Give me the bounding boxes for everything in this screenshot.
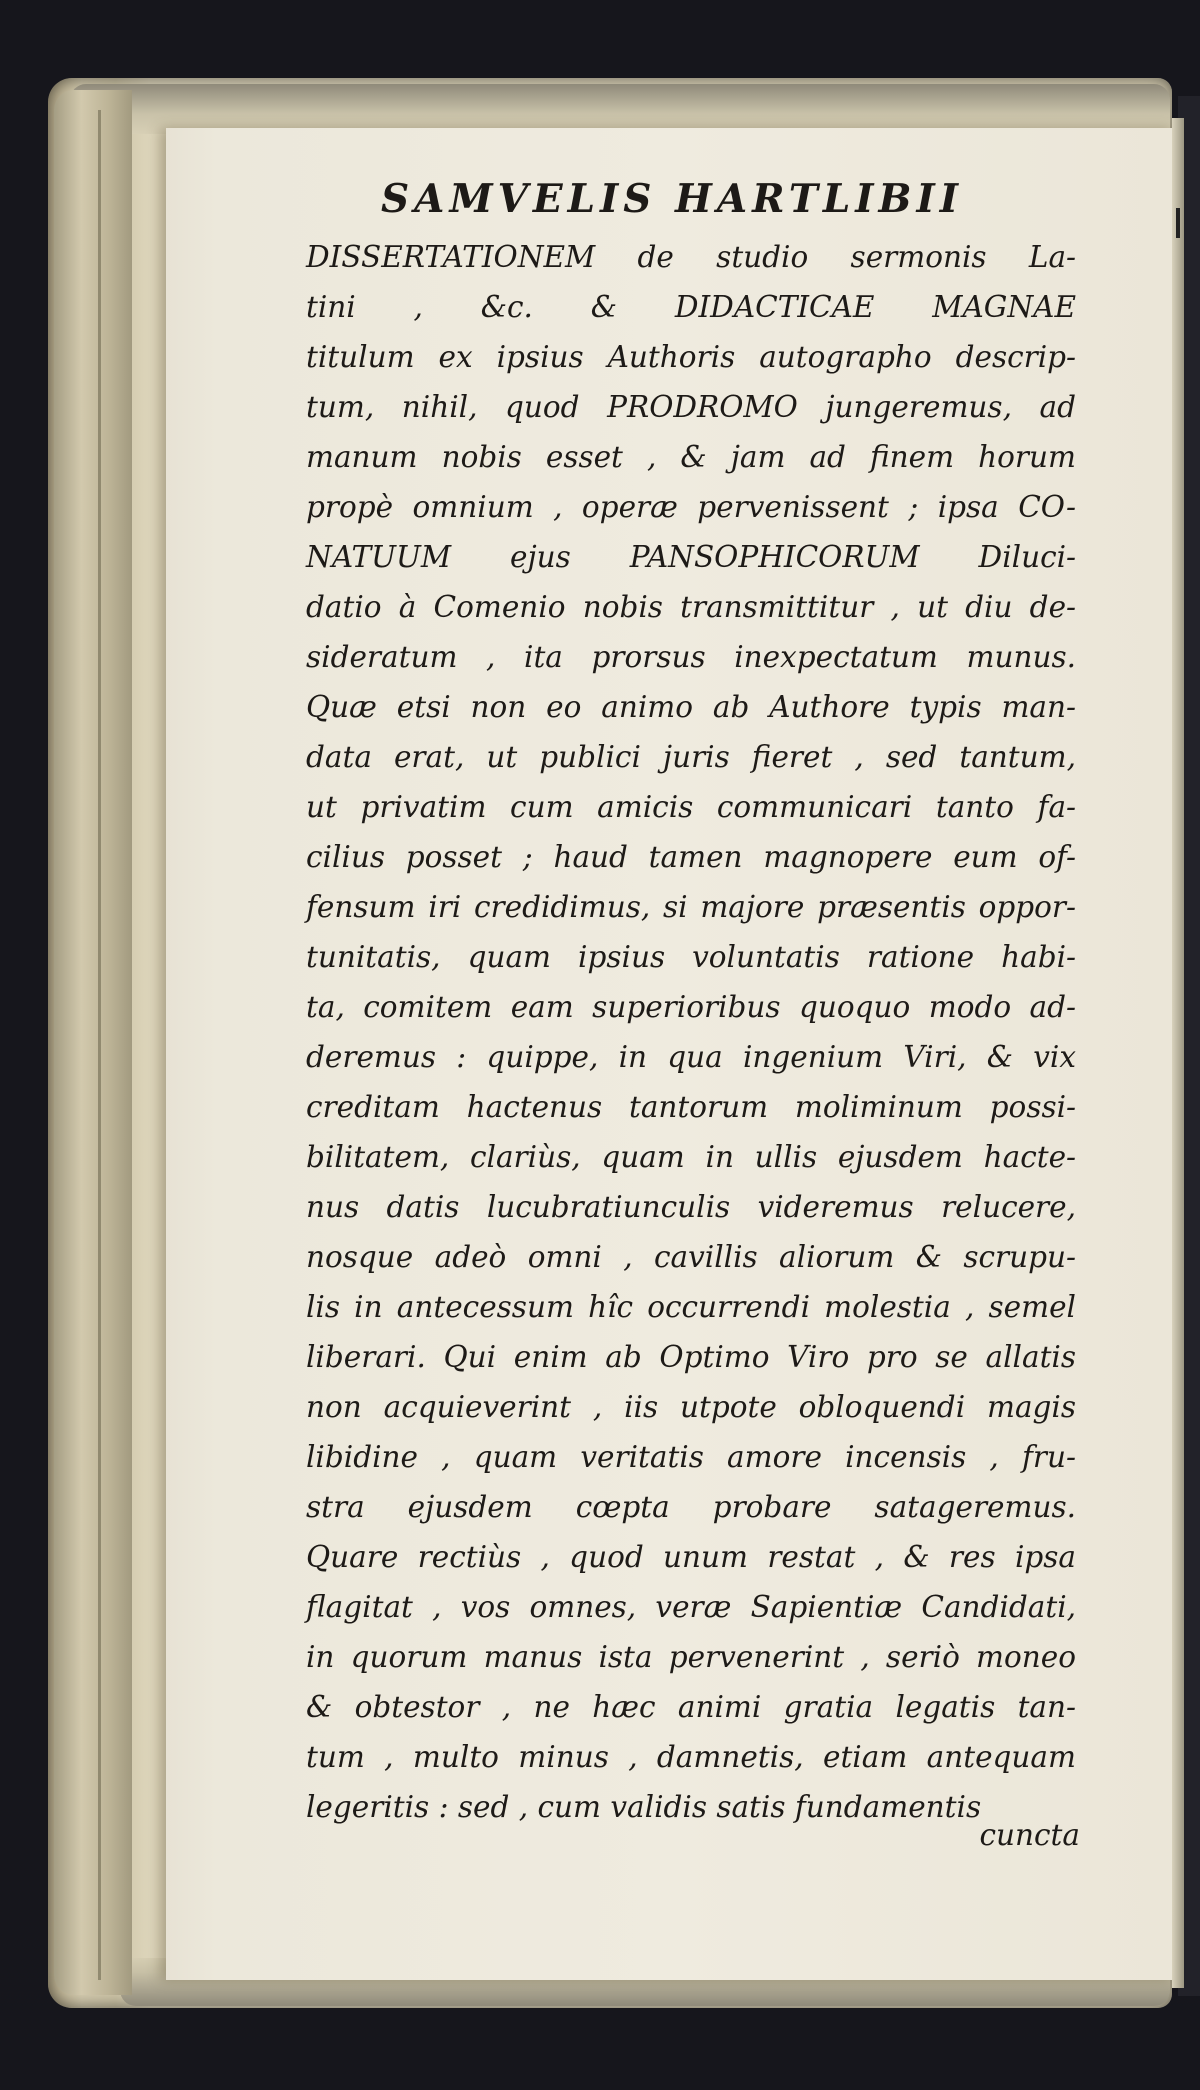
body-text <box>306 232 1076 1832</box>
text-line: nus datis lucubratiunculis videremus relucere, <box>306 1190 1076 1224</box>
text-line: in quorum manus ista pervenerint , seriò moneo <box>306 1640 1076 1674</box>
text-line: tini , &c. & DIDACTICAE MAGNAE <box>306 290 1076 324</box>
text-line: propè omnium , operæ pervenissent ; ipsa CO- <box>306 490 1076 524</box>
text-line: non acquieverint , iis utpote obloquendi magis <box>306 1390 1076 1424</box>
catchword: cuncta <box>979 1818 1080 1852</box>
text-line: & obtestor , ne hæc animi gratia legatis tan- <box>306 1690 1076 1724</box>
text-line: stra ejusdem cœpta probare satageremus. <box>306 1490 1076 1524</box>
running-head: SAMVELIS HARTLIBII <box>381 176 963 222</box>
text-line: legeritis : sed , cum validis satis fundamentis <box>306 1790 982 1824</box>
binding-top-edge <box>70 84 1170 134</box>
spine-crease <box>98 110 101 1980</box>
text-line: deremus : quippe, in qua ingenium Viri, & vix <box>306 1040 1076 1074</box>
text-line: titulum ex ipsius Authoris autographo descrip- <box>306 340 1076 374</box>
text-line: tum, nihil, quod PRODROMO jungeremus, ad <box>306 390 1076 424</box>
text-line: Quæ etsi non eo animo ab Authore typis man- <box>306 690 1076 724</box>
text-line: liberari. Qui enim ab Optimo Viro pro se allatis <box>306 1340 1076 1374</box>
text-line: datio à Comenio nobis transmittitur , ut diu de- <box>306 590 1076 624</box>
text-line: tum , multo minus , damnetis, etiam antequam <box>306 1740 1076 1774</box>
text-line: NATUUM ejus PANSOPHICORUM Diluci- <box>306 540 1076 574</box>
text-line: fensum iri credidimus, si majore præsentis oppor- <box>306 890 1076 924</box>
text-line: manum nobis esset , & jam ad finem horum <box>306 440 1076 474</box>
text-line: libidine , quam veritatis amore incensis , fru- <box>306 1440 1076 1474</box>
text-line: flagitat , vos omnes, veræ Sapientiæ Candidati, <box>306 1590 1076 1624</box>
text-line: tunitatis, quam ipsius voluntatis ratione habi- <box>306 940 1076 974</box>
page-fore-edge <box>1172 118 1184 1988</box>
text-line: Quare rectiùs , quod unum restat , & res ipsa <box>306 1540 1076 1574</box>
text-line: creditam hactenus tantorum moliminum possi- <box>306 1090 1076 1124</box>
text-line: nosque adeò omni , cavillis aliorum & scrupu- <box>306 1240 1076 1274</box>
text-line: ta, comitem eam superioribus quoquo modo ad- <box>306 990 1076 1024</box>
text-line: bilitatem, clariùs, quam in ullis ejusdem hacte- <box>306 1140 1076 1174</box>
text-line: sideratum , ita prorsus inexpectatum munus. <box>306 640 1076 674</box>
binding-spine <box>54 90 132 1995</box>
text-line: ut privatim cum amicis communicari tanto fa- <box>306 790 1076 824</box>
text-line: data erat, ut publici juris fieret , sed tantum, <box>306 740 1076 774</box>
text-line: cilius posset ; haud tamen magnopere eum of- <box>306 840 1076 874</box>
text-line: lis in antecessum hîc occurrendi molestia , semel <box>306 1290 1076 1324</box>
text-line: DISSERTATIONEM de studio sermonis La- <box>306 240 1076 274</box>
